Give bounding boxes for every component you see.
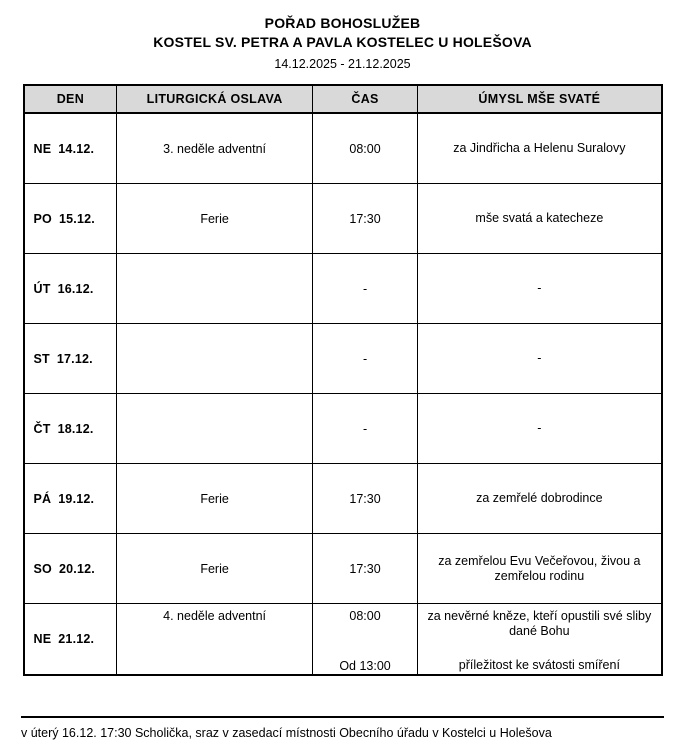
day-name: ÚT xyxy=(33,281,51,296)
cell-intention: - xyxy=(418,324,662,394)
cell-day xyxy=(24,394,117,464)
time-stack xyxy=(314,605,416,673)
table-row xyxy=(24,113,662,184)
column-header-time: ČAS xyxy=(312,85,417,113)
cell-time: - xyxy=(312,254,417,324)
day-date: 18.12. xyxy=(57,421,94,436)
table-row xyxy=(24,394,662,464)
cell-liturgy xyxy=(117,254,313,324)
cell-day xyxy=(24,113,117,184)
intention-primary: za nevěrné kněze, kteří opustili své sliby dané Bohu xyxy=(427,609,652,638)
cell-intention: za zemřelé dobrodince xyxy=(418,464,662,534)
cell-liturgy: Ferie xyxy=(117,184,313,254)
cell-time: - xyxy=(312,324,417,394)
footer-note: v úterý 16.12. 17:30 Scholička, sraz v zasedací místnosti Obecního úřadu v Kostelci u Holešova xyxy=(21,716,664,742)
cell-day xyxy=(24,184,117,254)
time-primary: 08:00 xyxy=(349,609,381,623)
cell-time: - xyxy=(312,394,417,464)
intention-stack xyxy=(423,605,655,673)
column-header-intention: ÚMYSL MŠE SVATÉ xyxy=(418,85,662,113)
day-name: NE xyxy=(33,632,52,646)
cell-intention: - xyxy=(418,254,662,324)
liturgy-text: 4. neděle adventní xyxy=(163,609,267,623)
cell-liturgy xyxy=(117,604,313,676)
cell-liturgy: Ferie xyxy=(117,534,313,604)
day-date: 14.12. xyxy=(58,141,95,156)
day-name: NE xyxy=(33,141,52,156)
day-date: 16.12. xyxy=(57,281,94,296)
cell-day xyxy=(24,464,117,534)
cell-liturgy: Ferie xyxy=(117,464,313,534)
date-range: 14.12.2025 - 21.12.2025 xyxy=(274,57,411,71)
cell-intention: mše svatá a katecheze xyxy=(418,184,662,254)
cell-day xyxy=(24,324,117,394)
page-title: POŘAD BOHOSLUŽEB xyxy=(264,15,421,31)
day-name: PÁ xyxy=(33,491,52,506)
table-row xyxy=(24,184,662,254)
cell-intention: za Jindřicha a Helenu Suralovy xyxy=(418,113,662,184)
table-row xyxy=(24,464,662,534)
intention-secondary: příležitost ke svátosti smíření xyxy=(458,658,620,672)
day-date: 20.12. xyxy=(58,561,95,576)
day-name: PO xyxy=(33,211,52,226)
day-date: 19.12. xyxy=(58,491,95,506)
cell-intention: - xyxy=(418,394,662,464)
table-row xyxy=(24,604,662,676)
day-name: SO xyxy=(33,561,52,576)
cell-time: 17:30 xyxy=(312,184,417,254)
cell-time: 17:30 xyxy=(312,464,417,534)
cell-day xyxy=(24,534,117,604)
table-row xyxy=(24,534,662,604)
cell-intention xyxy=(418,604,662,676)
cell-time xyxy=(312,604,417,676)
page-subtitle: KOSTEL SV. PETRA A PAVLA KOSTELEC U HOLEŠOVA xyxy=(153,34,532,50)
liturgy-stack xyxy=(118,605,311,673)
cell-time: 08:00 xyxy=(312,113,417,184)
cell-liturgy xyxy=(117,324,313,394)
column-header-liturgy: LITURGICKÁ OSLAVA xyxy=(117,85,313,113)
time-secondary: Od 13:00 xyxy=(339,659,391,673)
cell-time: 17:30 xyxy=(312,534,417,604)
schedule-table xyxy=(23,84,663,676)
day-name: ST xyxy=(33,351,50,366)
table-header-row xyxy=(24,85,662,113)
table-row xyxy=(24,324,662,394)
cell-day xyxy=(24,604,117,676)
cell-liturgy: 3. neděle adventní xyxy=(117,113,313,184)
cell-intention: za zemřelou Evu Večeřovou, živou a zemřelou rodinu xyxy=(418,534,662,604)
page-header xyxy=(0,0,685,74)
cell-liturgy xyxy=(117,394,313,464)
day-date: 17.12. xyxy=(56,351,93,366)
column-header-day: DEN xyxy=(24,85,117,113)
table-row xyxy=(24,254,662,324)
day-name: ČT xyxy=(33,421,51,436)
cell-day xyxy=(24,254,117,324)
day-date: 15.12. xyxy=(58,211,95,226)
day-date: 21.12. xyxy=(58,632,95,646)
